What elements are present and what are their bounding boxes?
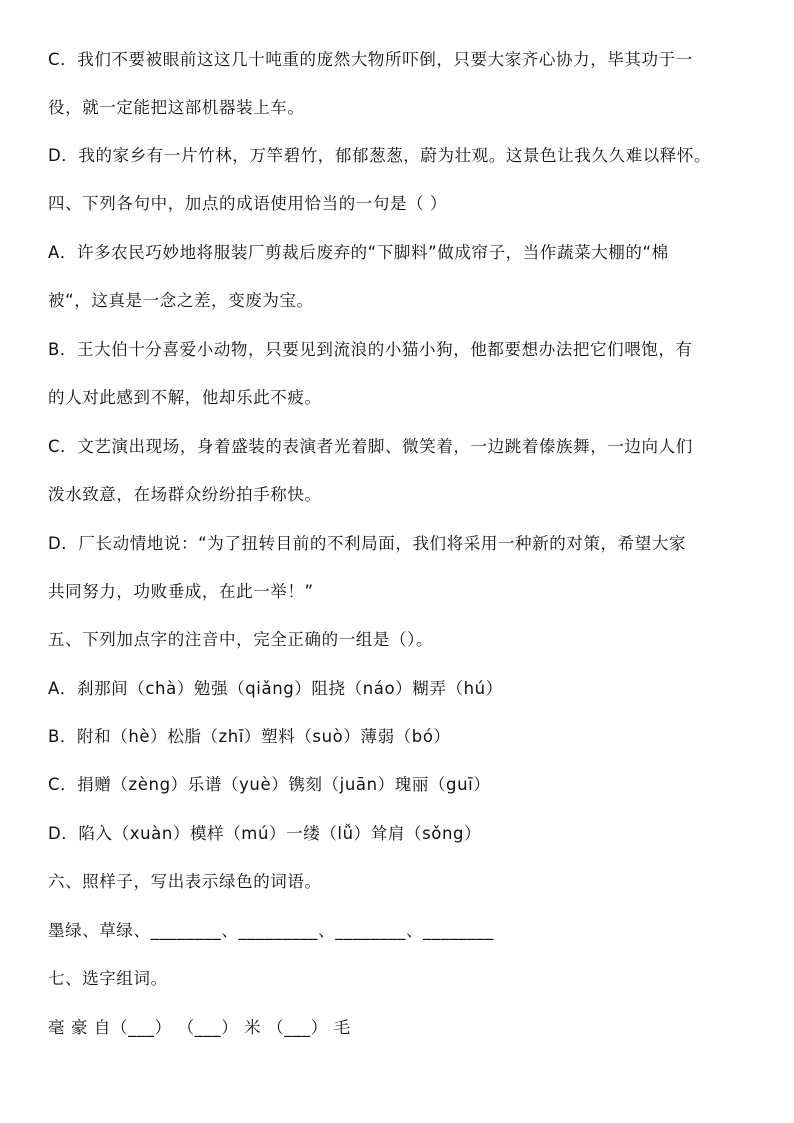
q3-option-c-line1: C．我们不要被眼前这这几十吨重的庞然大物所吓倒，只要大家齐心协力，毕其功于一 [48, 50, 693, 69]
q3-option-d: D．我的家乡有一片竹林，万竿碧竹，郁郁葱葱，蔚为壮观。这景色让我久久难以释怀。 [48, 146, 712, 165]
question-4-title: 四、下列各句中，加点的成语使用恰当的一句是（ ） [48, 194, 448, 213]
q3-option-c-line2: 役，就一定能把这部机器装上车。 [48, 98, 305, 117]
question-5-title: 五、下列加点字的注音中，完全正确的一组是（）。 [48, 630, 434, 649]
q4-option-c-line1: C．文艺演出现场，身着盛装的表演者光着脚、微笑着，一边跳着傣族舞，一边向人们 [48, 437, 693, 456]
q6-example-fill-row: 墨绿、草绿、________、_________、________、________ [48, 921, 494, 940]
q4-option-a-line1: A．许多农民巧妙地将服装厂剪裁后废弃的“下脚料”做成帘子，当作蔬菜大棚的“棉 [48, 243, 669, 262]
q4-option-c-line2: 泼水致意，在场群众纷纷拍手称快。 [48, 485, 322, 504]
q5-option-d: D．陷入（xuàn）模样（mú）一缕（lǚ）耸肩（sǒng） [48, 824, 482, 843]
q4-option-d-line1: D．厂长动情地说：“为了扭转目前的不利局面，我们将采用一种新的对策，希望大家 [48, 534, 687, 553]
q5-option-b: B．附和（hè）松脂（zhī）塑料（suò）薄弱（bó） [48, 727, 451, 746]
q7-select-word-row: 毫 豪 自（___） （___） 米 （___） 毛 [48, 1018, 351, 1037]
q4-option-d-line2: 共同努力，功败垂成，在此一举！” [48, 582, 314, 601]
q4-option-b-line1: B．王大伯十分喜爱小动物，只要见到流浪的小猫小狗，他都要想办法把它们喂饱，有 [48, 340, 693, 359]
question-6-title: 六、照样子，写出表示绿色的词语。 [48, 872, 322, 891]
q5-option-a: A．刹那间（chà）勉强（qiǎng）阻挠（náo）糊弄（hú） [48, 679, 503, 698]
q4-option-b-line2: 的人对此感到不解，他却乐此不疲。 [48, 388, 322, 407]
q5-option-c: C．捐赠（zèng）乐谱（yuè）镌刻（juān）瑰丽（guī） [48, 775, 491, 794]
q4-option-a-line2: 被“，这真是一念之差，变废为宝。 [48, 291, 314, 310]
question-7-title: 七、选字组词。 [48, 969, 168, 988]
